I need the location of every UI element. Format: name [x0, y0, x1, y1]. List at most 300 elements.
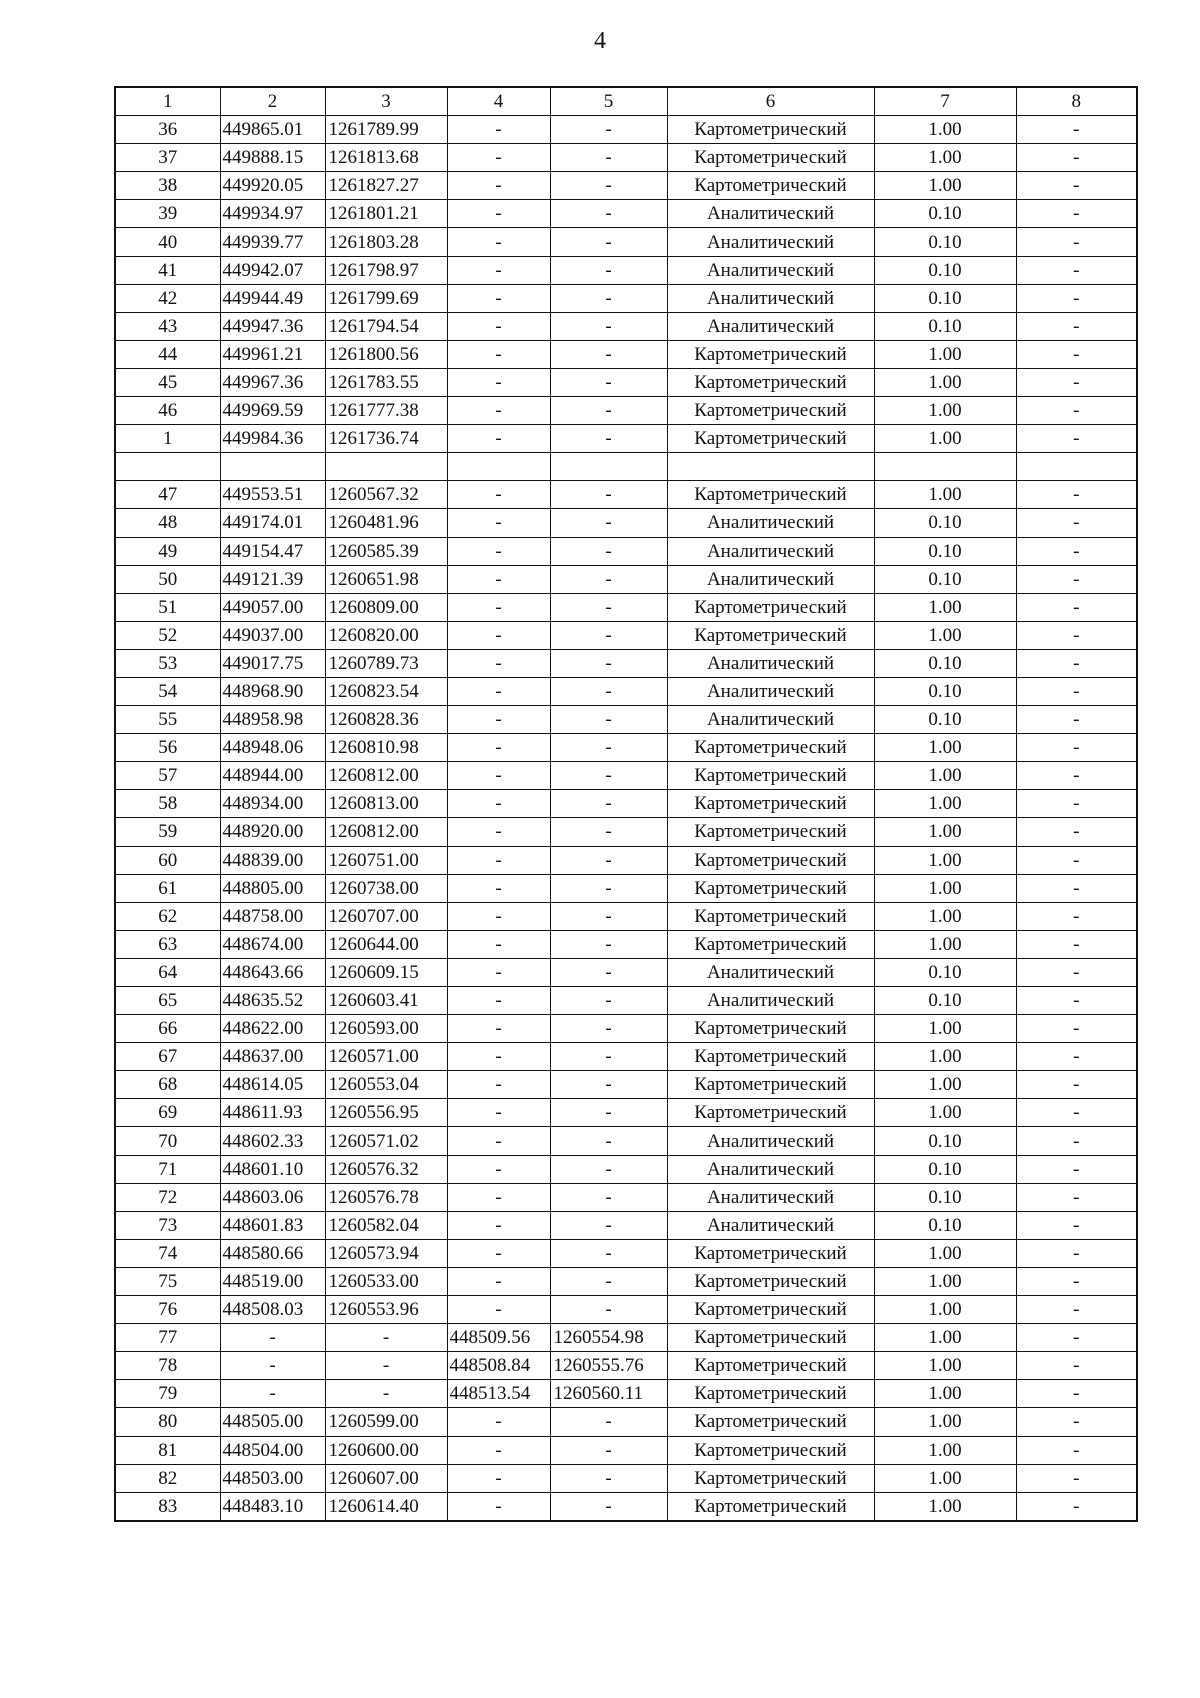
- x-alt-coordinate-cell: -: [447, 1239, 550, 1267]
- point-number-cell: 55: [115, 706, 220, 734]
- point-number-cell: 42: [115, 284, 220, 312]
- x-alt-coordinate-cell: -: [447, 284, 550, 312]
- accuracy-cell: 1.00: [874, 1099, 1016, 1127]
- accuracy-cell: 1.00: [874, 1239, 1016, 1267]
- x-coordinate-cell: 448601.10: [220, 1155, 325, 1183]
- y-alt-coordinate-cell: -: [550, 565, 667, 593]
- table-row: [115, 734, 1137, 762]
- method-cell: Аналитический: [667, 1155, 874, 1183]
- note-cell: [1016, 453, 1137, 481]
- note-cell: -: [1016, 565, 1137, 593]
- y-coordinate-cell: 1260585.39: [325, 537, 447, 565]
- table-row: [115, 621, 1137, 649]
- y-coordinate-cell: 1260567.32: [325, 481, 447, 509]
- point-number-cell: 79: [115, 1380, 220, 1408]
- x-alt-coordinate-cell: [447, 453, 550, 481]
- method-cell: Картометрический: [667, 846, 874, 874]
- point-number-cell: 77: [115, 1324, 220, 1352]
- x-coordinate-cell: 449037.00: [220, 621, 325, 649]
- column-header: 7: [874, 87, 1016, 116]
- table-row: [115, 425, 1137, 453]
- y-alt-coordinate-cell: -: [550, 1127, 667, 1155]
- point-number-cell: 48: [115, 509, 220, 537]
- table-row: [115, 481, 1137, 509]
- method-cell: Аналитический: [667, 706, 874, 734]
- note-cell: -: [1016, 1155, 1137, 1183]
- y-coordinate-cell: 1260789.73: [325, 649, 447, 677]
- table-row: [115, 1464, 1137, 1492]
- note-cell: -: [1016, 284, 1137, 312]
- point-number-cell: 59: [115, 818, 220, 846]
- x-coordinate-cell: 448758.00: [220, 902, 325, 930]
- point-number-cell: 40: [115, 228, 220, 256]
- point-number-cell: 45: [115, 368, 220, 396]
- y-alt-coordinate-cell: -: [550, 537, 667, 565]
- y-alt-coordinate-cell: -: [550, 1492, 667, 1521]
- accuracy-cell: 1.00: [874, 1324, 1016, 1352]
- x-coordinate-cell: 448643.66: [220, 958, 325, 986]
- note-cell: -: [1016, 1492, 1137, 1521]
- note-cell: -: [1016, 509, 1137, 537]
- table-row: [115, 649, 1137, 677]
- y-alt-coordinate-cell: -: [550, 1408, 667, 1436]
- note-cell: -: [1016, 874, 1137, 902]
- x-coordinate-cell: 449888.15: [220, 144, 325, 172]
- x-alt-coordinate-cell: -: [447, 1408, 550, 1436]
- x-alt-coordinate-cell: -: [447, 1436, 550, 1464]
- y-coordinate-cell: [325, 453, 447, 481]
- point-number-cell: 75: [115, 1267, 220, 1295]
- method-cell: Аналитический: [667, 958, 874, 986]
- note-cell: -: [1016, 228, 1137, 256]
- accuracy-cell: 1.00: [874, 368, 1016, 396]
- point-number-cell: 47: [115, 481, 220, 509]
- x-alt-coordinate-cell: -: [447, 340, 550, 368]
- accuracy-cell: 1.00: [874, 1380, 1016, 1408]
- table-row: [115, 228, 1137, 256]
- accuracy-cell: 1.00: [874, 902, 1016, 930]
- y-alt-coordinate-cell: 1260560.11: [550, 1380, 667, 1408]
- method-cell: Картометрический: [667, 930, 874, 958]
- table-row: [115, 762, 1137, 790]
- x-alt-coordinate-cell: -: [447, 1464, 550, 1492]
- point-number-cell: 70: [115, 1127, 220, 1155]
- y-alt-coordinate-cell: -: [550, 1183, 667, 1211]
- column-header: 2: [220, 87, 325, 116]
- x-coordinate-cell: 448948.06: [220, 734, 325, 762]
- accuracy-cell: 0.10: [874, 565, 1016, 593]
- x-coordinate-cell: 449174.01: [220, 509, 325, 537]
- x-coordinate-cell: 448519.00: [220, 1267, 325, 1295]
- x-coordinate-cell: 448944.00: [220, 762, 325, 790]
- table-row: [115, 1436, 1137, 1464]
- accuracy-cell: 1.00: [874, 1071, 1016, 1099]
- y-coordinate-cell: 1260809.00: [325, 593, 447, 621]
- x-alt-coordinate-cell: -: [447, 1492, 550, 1521]
- point-number-cell: 37: [115, 144, 220, 172]
- point-number-cell: [115, 453, 220, 481]
- accuracy-cell: 1.00: [874, 1408, 1016, 1436]
- point-number-cell: 49: [115, 537, 220, 565]
- y-alt-coordinate-cell: -: [550, 1015, 667, 1043]
- y-coordinate-cell: 1261799.69: [325, 284, 447, 312]
- y-coordinate-cell: 1260571.02: [325, 1127, 447, 1155]
- table-row: [115, 1408, 1137, 1436]
- x-alt-coordinate-cell: -: [447, 734, 550, 762]
- table-row: [115, 312, 1137, 340]
- y-alt-coordinate-cell: -: [550, 481, 667, 509]
- y-alt-coordinate-cell: -: [550, 1239, 667, 1267]
- x-coordinate-cell: 449865.01: [220, 116, 325, 144]
- accuracy-cell: 0.10: [874, 200, 1016, 228]
- x-coordinate-cell: [220, 453, 325, 481]
- x-coordinate-cell: 449017.75: [220, 649, 325, 677]
- accuracy-cell: 0.10: [874, 1183, 1016, 1211]
- y-coordinate-cell: 1260707.00: [325, 902, 447, 930]
- method-cell: Аналитический: [667, 565, 874, 593]
- note-cell: -: [1016, 1239, 1137, 1267]
- method-cell: Картометрический: [667, 1296, 874, 1324]
- y-alt-coordinate-cell: 1260555.76: [550, 1352, 667, 1380]
- x-coordinate-cell: 448934.00: [220, 790, 325, 818]
- x-alt-coordinate-cell: -: [447, 987, 550, 1015]
- y-coordinate-cell: 1260614.40: [325, 1492, 447, 1521]
- y-coordinate-cell: 1260556.95: [325, 1099, 447, 1127]
- note-cell: -: [1016, 425, 1137, 453]
- y-coordinate-cell: 1260600.00: [325, 1436, 447, 1464]
- y-alt-coordinate-cell: -: [550, 706, 667, 734]
- x-alt-coordinate-cell: -: [447, 649, 550, 677]
- method-cell: Картометрический: [667, 1436, 874, 1464]
- column-header: 8: [1016, 87, 1137, 116]
- x-alt-coordinate-cell: -: [447, 790, 550, 818]
- x-alt-coordinate-cell: -: [447, 537, 550, 565]
- accuracy-cell: 0.10: [874, 706, 1016, 734]
- x-coordinate-cell: 449920.05: [220, 172, 325, 200]
- y-alt-coordinate-cell: -: [550, 228, 667, 256]
- note-cell: -: [1016, 762, 1137, 790]
- method-cell: Картометрический: [667, 1267, 874, 1295]
- point-number-cell: 65: [115, 987, 220, 1015]
- note-cell: -: [1016, 481, 1137, 509]
- y-coordinate-cell: 1260810.98: [325, 734, 447, 762]
- accuracy-cell: 0.10: [874, 958, 1016, 986]
- y-coordinate-cell: 1261798.97: [325, 256, 447, 284]
- y-coordinate-cell: 1260553.96: [325, 1296, 447, 1324]
- method-cell: Картометрический: [667, 397, 874, 425]
- y-alt-coordinate-cell: -: [550, 1043, 667, 1071]
- accuracy-cell: 0.10: [874, 1127, 1016, 1155]
- point-number-cell: 73: [115, 1211, 220, 1239]
- table-row: [115, 509, 1137, 537]
- x-coordinate-cell: 448503.00: [220, 1464, 325, 1492]
- table-row: [115, 958, 1137, 986]
- x-alt-coordinate-cell: 448509.56: [447, 1324, 550, 1352]
- accuracy-cell: 0.10: [874, 509, 1016, 537]
- y-coordinate-cell: 1261803.28: [325, 228, 447, 256]
- accuracy-cell: 1.00: [874, 1015, 1016, 1043]
- note-cell: -: [1016, 1464, 1137, 1492]
- table-row: [115, 706, 1137, 734]
- point-number-cell: 78: [115, 1352, 220, 1380]
- accuracy-cell: 1.00: [874, 1436, 1016, 1464]
- method-cell: Картометрический: [667, 1099, 874, 1127]
- y-coordinate-cell: 1260599.00: [325, 1408, 447, 1436]
- table-row: [115, 565, 1137, 593]
- note-cell: -: [1016, 1211, 1137, 1239]
- column-header: 4: [447, 87, 550, 116]
- x-alt-coordinate-cell: -: [447, 144, 550, 172]
- accuracy-cell: 1.00: [874, 790, 1016, 818]
- x-alt-coordinate-cell: -: [447, 902, 550, 930]
- x-alt-coordinate-cell: -: [447, 930, 550, 958]
- accuracy-cell: [874, 453, 1016, 481]
- x-alt-coordinate-cell: -: [447, 228, 550, 256]
- method-cell: Картометрический: [667, 1071, 874, 1099]
- x-coordinate-cell: 448483.10: [220, 1492, 325, 1521]
- accuracy-cell: 1.00: [874, 930, 1016, 958]
- method-cell: Картометрический: [667, 593, 874, 621]
- y-alt-coordinate-cell: -: [550, 846, 667, 874]
- accuracy-cell: 1.00: [874, 846, 1016, 874]
- x-coordinate-cell: 449934.97: [220, 200, 325, 228]
- y-coordinate-cell: 1260823.54: [325, 677, 447, 705]
- y-coordinate-cell: 1260533.00: [325, 1267, 447, 1295]
- x-coordinate-cell: -: [220, 1380, 325, 1408]
- y-alt-coordinate-cell: -: [550, 1155, 667, 1183]
- y-coordinate-cell: 1260481.96: [325, 509, 447, 537]
- point-number-cell: 57: [115, 762, 220, 790]
- accuracy-cell: 1.00: [874, 1296, 1016, 1324]
- point-number-cell: 1: [115, 425, 220, 453]
- note-cell: -: [1016, 1408, 1137, 1436]
- column-header: 6: [667, 87, 874, 116]
- header-row: [115, 87, 1137, 116]
- point-number-cell: 71: [115, 1155, 220, 1183]
- y-coordinate-cell: 1260828.36: [325, 706, 447, 734]
- point-number-cell: 50: [115, 565, 220, 593]
- accuracy-cell: 0.10: [874, 649, 1016, 677]
- note-cell: -: [1016, 1071, 1137, 1099]
- method-cell: Аналитический: [667, 1127, 874, 1155]
- y-alt-coordinate-cell: -: [550, 1211, 667, 1239]
- point-number-cell: 51: [115, 593, 220, 621]
- y-alt-coordinate-cell: -: [550, 734, 667, 762]
- method-cell: Картометрический: [667, 1239, 874, 1267]
- x-coordinate-cell: 448805.00: [220, 874, 325, 902]
- y-coordinate-cell: 1261827.27: [325, 172, 447, 200]
- table-row: [115, 1296, 1137, 1324]
- table-row: [115, 874, 1137, 902]
- note-cell: -: [1016, 790, 1137, 818]
- point-number-cell: 72: [115, 1183, 220, 1211]
- x-coordinate-cell: 448603.06: [220, 1183, 325, 1211]
- point-number-cell: 63: [115, 930, 220, 958]
- column-header: 5: [550, 87, 667, 116]
- table-row: [115, 677, 1137, 705]
- y-coordinate-cell: 1260573.94: [325, 1239, 447, 1267]
- note-cell: -: [1016, 172, 1137, 200]
- column-header: 1: [115, 87, 220, 116]
- accuracy-cell: 0.10: [874, 312, 1016, 340]
- method-cell: Аналитический: [667, 649, 874, 677]
- y-alt-coordinate-cell: -: [550, 368, 667, 396]
- table-row: [115, 537, 1137, 565]
- table-row: [115, 340, 1137, 368]
- y-alt-coordinate-cell: -: [550, 509, 667, 537]
- x-coordinate-cell: 448637.00: [220, 1043, 325, 1071]
- note-cell: -: [1016, 1099, 1137, 1127]
- y-alt-coordinate-cell: -: [550, 677, 667, 705]
- table-body: [115, 116, 1137, 1521]
- method-cell: Картометрический: [667, 172, 874, 200]
- y-alt-coordinate-cell: -: [550, 425, 667, 453]
- x-coordinate-cell: 448504.00: [220, 1436, 325, 1464]
- x-coordinate-cell: 448674.00: [220, 930, 325, 958]
- y-alt-coordinate-cell: -: [550, 312, 667, 340]
- table-row: [115, 200, 1137, 228]
- table-row: [115, 846, 1137, 874]
- note-cell: -: [1016, 1436, 1137, 1464]
- note-cell: -: [1016, 397, 1137, 425]
- x-alt-coordinate-cell: -: [447, 116, 550, 144]
- y-alt-coordinate-cell: -: [550, 1436, 667, 1464]
- method-cell: Аналитический: [667, 312, 874, 340]
- y-alt-coordinate-cell: -: [550, 790, 667, 818]
- note-cell: -: [1016, 368, 1137, 396]
- note-cell: -: [1016, 649, 1137, 677]
- note-cell: -: [1016, 1043, 1137, 1071]
- x-alt-coordinate-cell: -: [447, 256, 550, 284]
- point-number-cell: 53: [115, 649, 220, 677]
- point-number-cell: 66: [115, 1015, 220, 1043]
- point-number-cell: 60: [115, 846, 220, 874]
- accuracy-cell: 1.00: [874, 425, 1016, 453]
- y-coordinate-cell: 1260576.32: [325, 1155, 447, 1183]
- x-coordinate-cell: 449121.39: [220, 565, 325, 593]
- x-coordinate-cell: 449984.36: [220, 425, 325, 453]
- method-cell: Картометрический: [667, 790, 874, 818]
- accuracy-cell: 1.00: [874, 818, 1016, 846]
- y-coordinate-cell: 1260582.04: [325, 1211, 447, 1239]
- method-cell: Картометрический: [667, 1352, 874, 1380]
- x-alt-coordinate-cell: -: [447, 1211, 550, 1239]
- y-coordinate-cell: 1261736.74: [325, 425, 447, 453]
- table-row: [115, 1380, 1137, 1408]
- y-coordinate-cell: 1260751.00: [325, 846, 447, 874]
- table-row: [115, 790, 1137, 818]
- y-alt-coordinate-cell: -: [550, 397, 667, 425]
- table-row: [115, 284, 1137, 312]
- method-cell: Картометрический: [667, 734, 874, 762]
- x-coordinate-cell: 448505.00: [220, 1408, 325, 1436]
- note-cell: -: [1016, 958, 1137, 986]
- x-alt-coordinate-cell: -: [447, 818, 550, 846]
- accuracy-cell: 1.00: [874, 1267, 1016, 1295]
- x-alt-coordinate-cell: -: [447, 706, 550, 734]
- y-coordinate-cell: 1260607.00: [325, 1464, 447, 1492]
- y-alt-coordinate-cell: -: [550, 593, 667, 621]
- table-row: [115, 930, 1137, 958]
- accuracy-cell: 1.00: [874, 172, 1016, 200]
- accuracy-cell: 1.00: [874, 1464, 1016, 1492]
- y-coordinate-cell: 1261813.68: [325, 144, 447, 172]
- note-cell: -: [1016, 1267, 1137, 1295]
- y-alt-coordinate-cell: -: [550, 340, 667, 368]
- point-number-cell: 76: [115, 1296, 220, 1324]
- accuracy-cell: 0.10: [874, 677, 1016, 705]
- method-cell: Картометрический: [667, 1492, 874, 1521]
- point-number-cell: 58: [115, 790, 220, 818]
- note-cell: -: [1016, 930, 1137, 958]
- coordinates-table: [114, 86, 1138, 1522]
- method-cell: Картометрический: [667, 1380, 874, 1408]
- y-alt-coordinate-cell: -: [550, 256, 667, 284]
- y-alt-coordinate-cell: -: [550, 818, 667, 846]
- note-cell: -: [1016, 1296, 1137, 1324]
- note-cell: -: [1016, 1352, 1137, 1380]
- method-cell: Аналитический: [667, 228, 874, 256]
- y-coordinate-cell: 1260609.15: [325, 958, 447, 986]
- x-alt-coordinate-cell: -: [447, 762, 550, 790]
- method-cell: Картометрический: [667, 902, 874, 930]
- table-row: [115, 144, 1137, 172]
- table-row: [115, 1352, 1137, 1380]
- x-coordinate-cell: 449947.36: [220, 312, 325, 340]
- note-cell: -: [1016, 902, 1137, 930]
- y-alt-coordinate-cell: -: [550, 144, 667, 172]
- method-cell: Картометрический: [667, 481, 874, 509]
- note-cell: -: [1016, 340, 1137, 368]
- x-coordinate-cell: -: [220, 1352, 325, 1380]
- y-coordinate-cell: 1261794.54: [325, 312, 447, 340]
- method-cell: Аналитический: [667, 537, 874, 565]
- note-cell: -: [1016, 734, 1137, 762]
- y-alt-coordinate-cell: -: [550, 1267, 667, 1295]
- table-row: [115, 593, 1137, 621]
- accuracy-cell: 0.10: [874, 537, 1016, 565]
- x-alt-coordinate-cell: -: [447, 677, 550, 705]
- table-row: [115, 397, 1137, 425]
- accuracy-cell: 0.10: [874, 256, 1016, 284]
- table-row: [115, 256, 1137, 284]
- note-cell: -: [1016, 987, 1137, 1015]
- table-row: [115, 987, 1137, 1015]
- note-cell: -: [1016, 1127, 1137, 1155]
- x-alt-coordinate-cell: -: [447, 312, 550, 340]
- y-coordinate-cell: 1260576.78: [325, 1183, 447, 1211]
- y-alt-coordinate-cell: -: [550, 958, 667, 986]
- x-coordinate-cell: 448508.03: [220, 1296, 325, 1324]
- point-number-cell: 80: [115, 1408, 220, 1436]
- method-cell: Картометрический: [667, 144, 874, 172]
- x-coordinate-cell: 449969.59: [220, 397, 325, 425]
- method-cell: Аналитический: [667, 284, 874, 312]
- x-coordinate-cell: 449961.21: [220, 340, 325, 368]
- y-alt-coordinate-cell: -: [550, 172, 667, 200]
- table-row: [115, 902, 1137, 930]
- table-row: [115, 1015, 1137, 1043]
- accuracy-cell: 1.00: [874, 340, 1016, 368]
- method-cell: Аналитический: [667, 200, 874, 228]
- y-alt-coordinate-cell: -: [550, 874, 667, 902]
- table-row: [115, 1267, 1137, 1295]
- point-number-cell: 64: [115, 958, 220, 986]
- method-cell: Картометрический: [667, 1408, 874, 1436]
- y-coordinate-cell: 1261800.56: [325, 340, 447, 368]
- y-coordinate-cell: 1260644.00: [325, 930, 447, 958]
- y-alt-coordinate-cell: -: [550, 902, 667, 930]
